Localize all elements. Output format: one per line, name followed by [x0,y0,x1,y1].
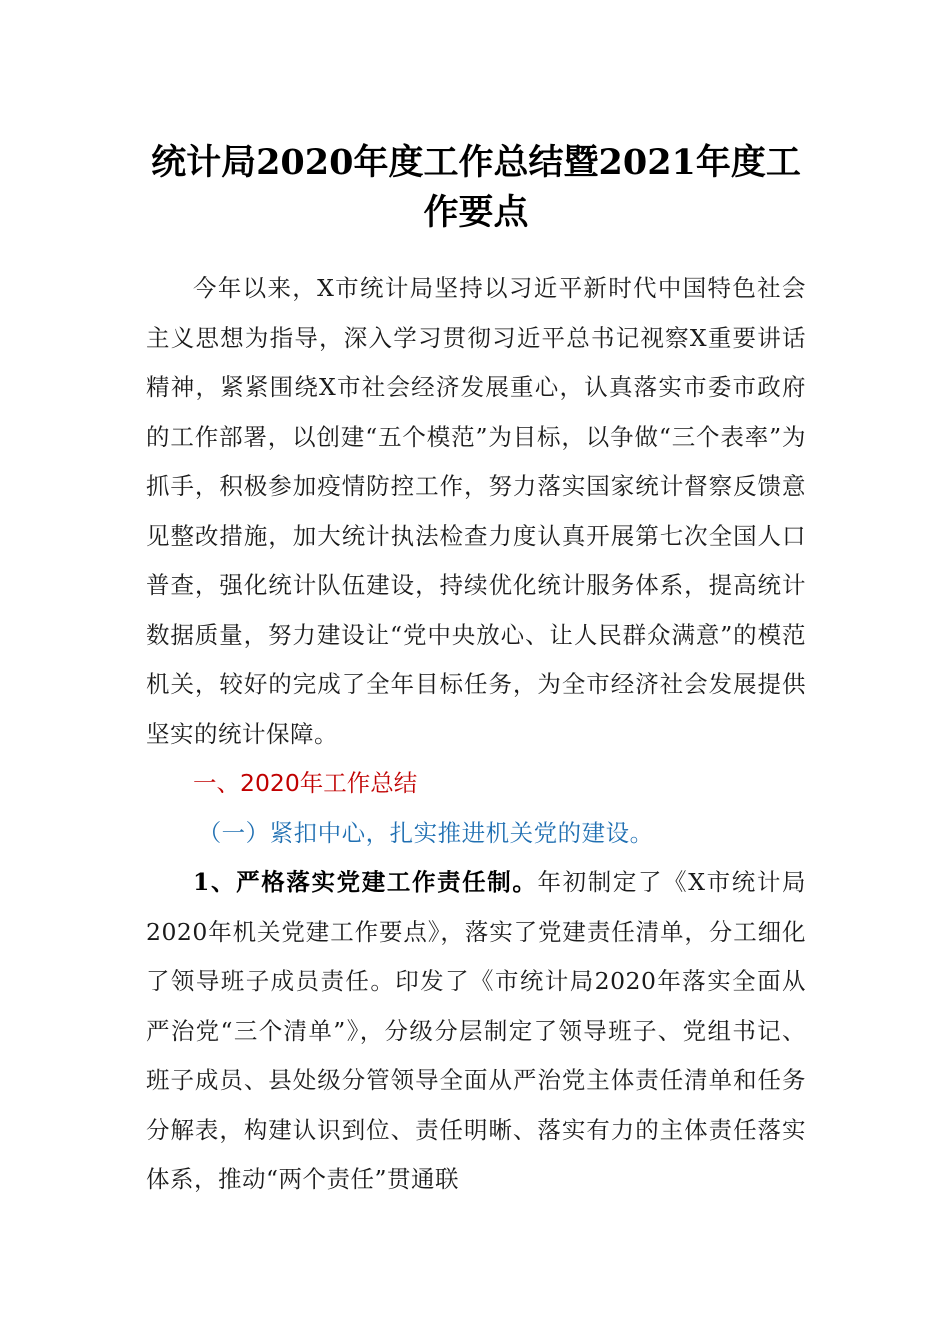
section-heading-1: 一、2020年工作总结 [193,769,418,797]
document-body [146,264,806,1205]
subsection-heading-1: （一）紧扣中心，扎实推进机关党的建设。 [197,818,654,847]
item-lead-1: 1、严格落实党建工作责任制。 [193,868,538,896]
document-content [146,138,806,1205]
item-paragraph-1 [146,858,806,1205]
item-body-1: 年初制定了《X市统计局2020年机关党建工作要点》，落实了党建责任清单，分工细化了领导班子成员责任。印发了《市统计局2020年落实全面从严治党“三个清单”》，分级分层制定了领导班子、党组书记、班子成员、县处级分管领导全面从严治党主体责任清单和任务分解表，构建认识到位、责任明晰、落实有力的主体责任落实体系，推动“两个责任”贯通联 [146,868,806,1193]
document-title: 统计局2020年度工作总结暨2021年度工作要点 [151,142,801,233]
intro-paragraph: 今年以来，X市统计局坚持以习近平新时代中国特色社会主义思想为指导，深入学习贯彻习近平总书记视察X重要讲话精神，紧紧围绕X市社会经济发展重心，认真落实市委市政府的工作部署，以创建“五个模范”为目标，以争做“三个表率”为抓手，积极参加疫情防控工作，努力落实国家统计督察反馈意见整改措施，加大统计执法检查力度认真开展第七次全国人口普查，强化统计队伍建设，持续优化统计服务体系，提高统计数据质量，努力建设让“党中央放心、让人民群众满意”的模范机关，较好的完成了全年目标任务，为全市经济社会发展提供坚实的统计保障。 [146,274,806,748]
